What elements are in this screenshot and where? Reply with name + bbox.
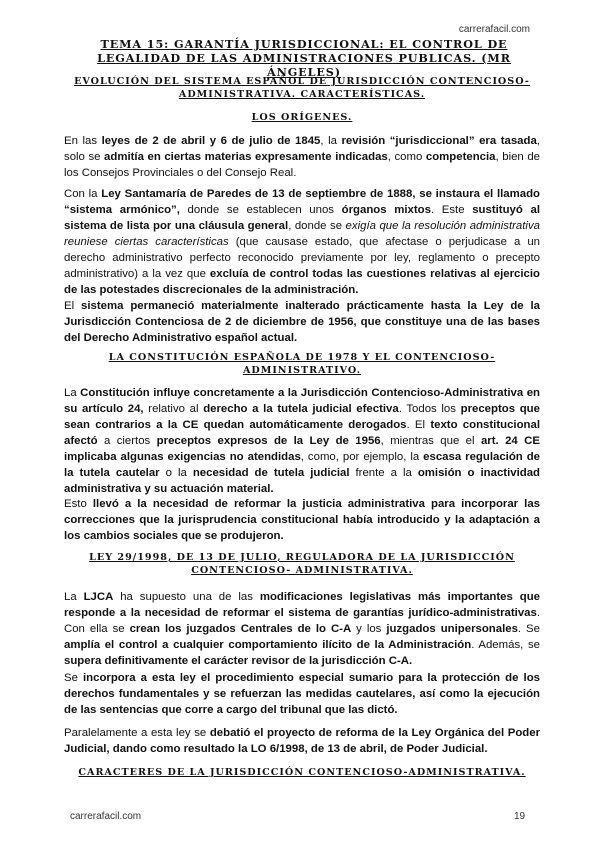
text-run: Paralelamente a esta ley se xyxy=(64,727,210,739)
paragraph-3 xyxy=(64,298,540,346)
text-run: . El xyxy=(406,419,431,431)
text-run: , bien de los Consejos Provinciales o del Consejo Real. xyxy=(64,151,540,179)
text-run: frente a la xyxy=(349,467,418,479)
text-run: , donde se xyxy=(288,220,346,232)
text-run: omisión o inactividad administrativa y su actuación material. xyxy=(64,467,540,495)
text-run: Constitución influye concretamente a la Jurisdicción Contencioso-Administrativa en su artículo 24, xyxy=(64,387,540,415)
text-run: sistema permaneció materialmente inalterado prácticamente hasta la Ley de la Jurisdicción Contenciosa de 2 de diciembre de 1956, que constituye una de las bases del Derecho Administrativo español actual. xyxy=(64,300,541,344)
text-run: LJCA xyxy=(83,591,114,603)
text-run: (que causase estado, que afectase o perjudicase a un derecho administrativo perfecto reconocido previamente por ley, reglamento o precepto administrativo) a la vez que xyxy=(64,236,540,280)
text-run: y los xyxy=(351,623,387,635)
text-run: o la xyxy=(159,467,193,479)
text-run: Esto xyxy=(64,498,93,510)
text-run: . Todos los xyxy=(398,403,461,415)
text-run: a ciertos xyxy=(97,435,157,447)
text-run: escasa regulación de la tutela cautelar xyxy=(64,451,540,479)
paragraph-6 xyxy=(64,589,540,669)
text-run: Ley Santamaría de Paredes de 13 de septiembre de 1888, se instaura el llamado “sistema armónico”, xyxy=(64,188,541,216)
text-run: sustituyó al sistema de lista por una cláusula general xyxy=(64,204,540,232)
text-run: , como xyxy=(387,151,426,163)
text-run: derecho a la tutela judicial efectiva xyxy=(203,403,399,415)
text-run: . Con ella se xyxy=(64,607,540,635)
page-number: 19 xyxy=(514,811,526,822)
section-heading-ley: LEY 29/1998, DE 13 DE JULIO, REGULADORA DE LA JURISDICCIÓN CONTENCIOSO- ADMINISTRATIVA. xyxy=(89,552,515,576)
text-run: preceptos que sean contrarios a la CE quedan automáticamente derogados xyxy=(64,403,540,431)
paragraph-5 xyxy=(64,496,540,544)
paragraph-2 xyxy=(64,186,540,298)
text-run: crean los juzgados Centrales de lo C-A xyxy=(129,623,352,635)
text-run: . Este xyxy=(430,204,473,216)
text-run: competencia xyxy=(425,151,496,163)
section-heading-constitucion: LA CONSTITUCIÓN ESPAÑOLA DE 1978 Y EL CONTENCIOSO-ADMINISTRATIVO. xyxy=(108,352,496,376)
text-run: La xyxy=(64,591,84,603)
text-run: . Se xyxy=(517,623,540,635)
text-run: art. 24 CE implicaba algunas exigencias no atendidas xyxy=(64,435,540,463)
section-heading-evolucion: EVOLUCIÓN DEL SISTEMA ESPAÑOL DE JURISDICCIÓN CONTENCIOSO-ADMINISTRATIVA. CARACTERÍSTICAS. xyxy=(74,76,530,100)
text-run: revisión “jurisdiccional” era tasada xyxy=(341,135,537,147)
text-run: Se xyxy=(64,672,83,684)
text-run: juzgados unipersonales xyxy=(386,623,518,635)
text-run: exigía que la resolución administrativa reuniese ciertas características xyxy=(64,220,540,248)
text-run: debatió el proyecto de reforma de la Ley Orgánica del Poder Judicial, dando como resultado la LO 6/1998, de 13 de abril, de Poder Judicial. xyxy=(64,727,541,755)
text-run: donde se establecen unos xyxy=(179,204,342,216)
text-run: El xyxy=(64,300,82,312)
text-run: supera definitivamente el carácter revisor de la jurisdicción C-A. xyxy=(64,655,413,667)
text-run: llevó a la necesidad de reformar la justicia administrativa para incorporar las correcciones que la jurisprudencia constitucional había introducido y la adaptación a los cambios sociales que se produjeron. xyxy=(64,498,540,542)
text-run: órganos mixtos xyxy=(341,204,431,216)
text-run: La xyxy=(64,387,81,399)
text-run: , la xyxy=(320,135,342,147)
text-run: texto constitucional afectó xyxy=(64,419,541,447)
text-run: Con la xyxy=(64,188,102,200)
text-run: , mientras que el xyxy=(380,435,481,447)
text-run: . Además, se xyxy=(471,639,540,651)
text-run: excluía de control todas las cuestiones relativas al ejercicio de las potestades discrecionales de la administración. xyxy=(64,268,540,296)
text-run: incorpora a esta ley el procedimiento especial sumario para la protección de los derechos fundamentales y se refuerzan las medidas cautelares, así como la ejecución de las sentencias que corre a cargo del tribunal que las dictó. xyxy=(64,672,540,716)
paragraph-7 xyxy=(64,670,540,718)
header-site: carrerafacil.com xyxy=(458,24,530,35)
text-run: ha supuesto una de las xyxy=(113,591,260,603)
paragraph-4 xyxy=(64,385,540,497)
text-run: leyes de 2 de abril y 6 de julio de 1845 xyxy=(101,135,321,147)
text-run: , solo se xyxy=(64,135,540,163)
footer-site: carrerafacil.com xyxy=(70,811,142,822)
paragraph-1 xyxy=(64,133,540,181)
text-run: necesidad de tutela judicial xyxy=(192,467,350,479)
text-run: , como, por ejemplo, la xyxy=(300,451,424,463)
section-heading-origenes: LOS ORÍGENES. xyxy=(251,112,353,123)
section-heading-caracteres: CARACTERES DE LA JURISDICCIÓN CONTENCIOSO-ADMINISTRATIVA. xyxy=(78,767,526,778)
text-run: relativo al xyxy=(143,403,204,415)
text-run: preceptos expresos de la Ley de 1956 xyxy=(156,435,381,447)
text-run: modificaciones legislativas más importantes que responde a la necesidad de reformar el sistema de garantías jurídico-administrativas xyxy=(64,591,541,619)
text-run: En las xyxy=(64,135,102,147)
page-title: TEMA 15: GARANTÍA JURISDICCIONAL: EL CONTROL DE LEGALIDAD DE LAS ADMINISTRACIONES PUBLICAS. (MR ÁNGELES) xyxy=(97,37,511,79)
text-run: amplía el control a cualquier comportamiento ilícito de la Administración xyxy=(64,639,472,651)
paragraph-8 xyxy=(64,725,540,757)
text-run: admitía en ciertas materias expresamente indicadas xyxy=(104,151,388,163)
